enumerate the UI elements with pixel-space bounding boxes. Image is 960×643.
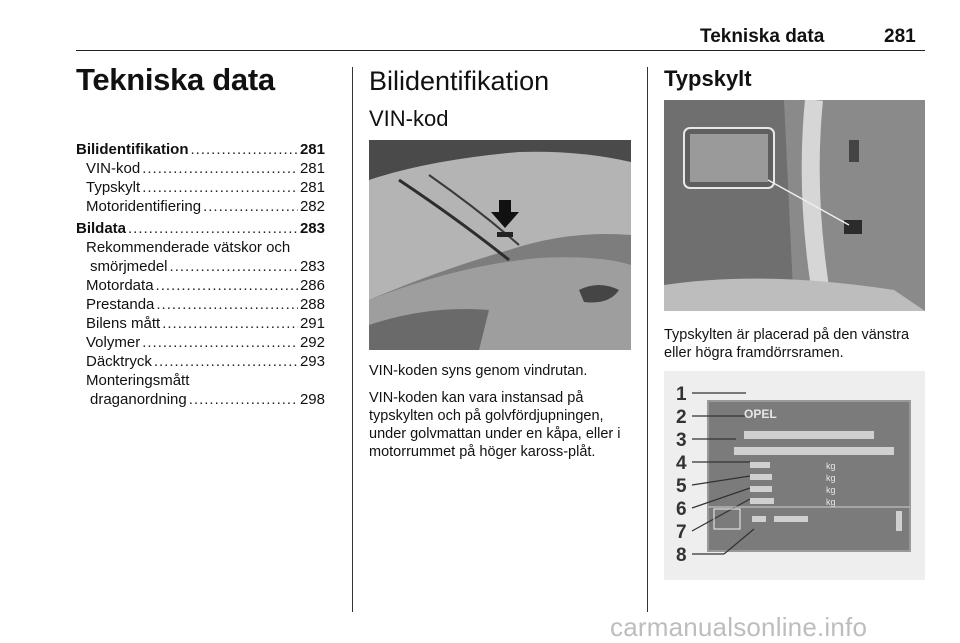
toc-entry[interactable]: draganordning ..... 298 [76,390,325,409]
callout-4: 4 [676,453,687,474]
page-number: 281 [884,26,916,47]
toc-entry[interactable]: Rekommenderade vätskor och [86,239,291,256]
toc-entry[interactable]: Däcktryck ..... 293 [76,352,325,371]
chapter-title: Tekniska data [76,62,275,97]
toc-entry[interactable]: Bilens mått ..... 291 [76,314,325,333]
watermark: carmanualsonline.info [610,612,868,642]
toc-entry[interactable]: Monteringsmått [86,372,190,389]
plate-unit: kg [826,497,836,507]
header-rule [76,50,925,51]
toc-entry[interactable]: Bilidentifikation ..... 281 [76,140,325,159]
subsection-title: Typskylt [664,66,752,91]
column-divider [352,67,353,612]
toc-entry[interactable]: Motoridentifiering ..... 282 [76,197,325,216]
toc-entry[interactable]: smörjmedel ..... 283 [76,257,325,276]
plate-unit: kg [826,485,836,495]
table-of-contents [76,140,325,409]
toc-entry[interactable]: Bildata ..... 283 [76,219,325,238]
callout-5: 5 [676,476,687,497]
plate-unit: kg [826,461,836,471]
toc-entry[interactable]: Motordata ..... 286 [76,276,325,295]
callout-3: 3 [676,430,687,451]
toc-entry[interactable]: Prestanda ..... 288 [76,295,325,314]
running-header-title: Tekniska data [700,26,825,47]
callout-8: 8 [676,545,687,566]
callout-7: 7 [676,522,687,543]
column-divider [647,67,648,612]
windshield-vin-figure [369,140,631,350]
section-title: Bilidentifikation [369,66,550,96]
subsection-title: VIN-kod [369,106,449,131]
vin-paragraph: VIN-koden kan vara instansad på typskylten och på golvfördjupningen, under golvmattan under en kåpa, eller i motorrummet på höger kaross-plåt. [369,390,621,460]
callout-1: 1 [676,384,687,405]
toc-entry[interactable]: VIN-kod ..... 281 [76,159,325,178]
type-plate-figure [664,371,925,580]
vin-paragraph: VIN-koden syns genom vindrutan. [369,363,588,379]
typskylt-paragraph: Typskylten är placerad på den vänstra eller högra framdörrsramen. [664,327,910,361]
plate-unit: kg [826,473,836,483]
toc-entry[interactable]: Typskylt ..... 281 [76,178,325,197]
callout-2: 2 [676,407,687,428]
callout-6: 6 [676,499,687,520]
toc-entry[interactable]: Volymer ..... 292 [76,333,325,352]
plate-brand: OPEL [744,407,777,421]
door-frame-plate-figure [664,100,925,311]
